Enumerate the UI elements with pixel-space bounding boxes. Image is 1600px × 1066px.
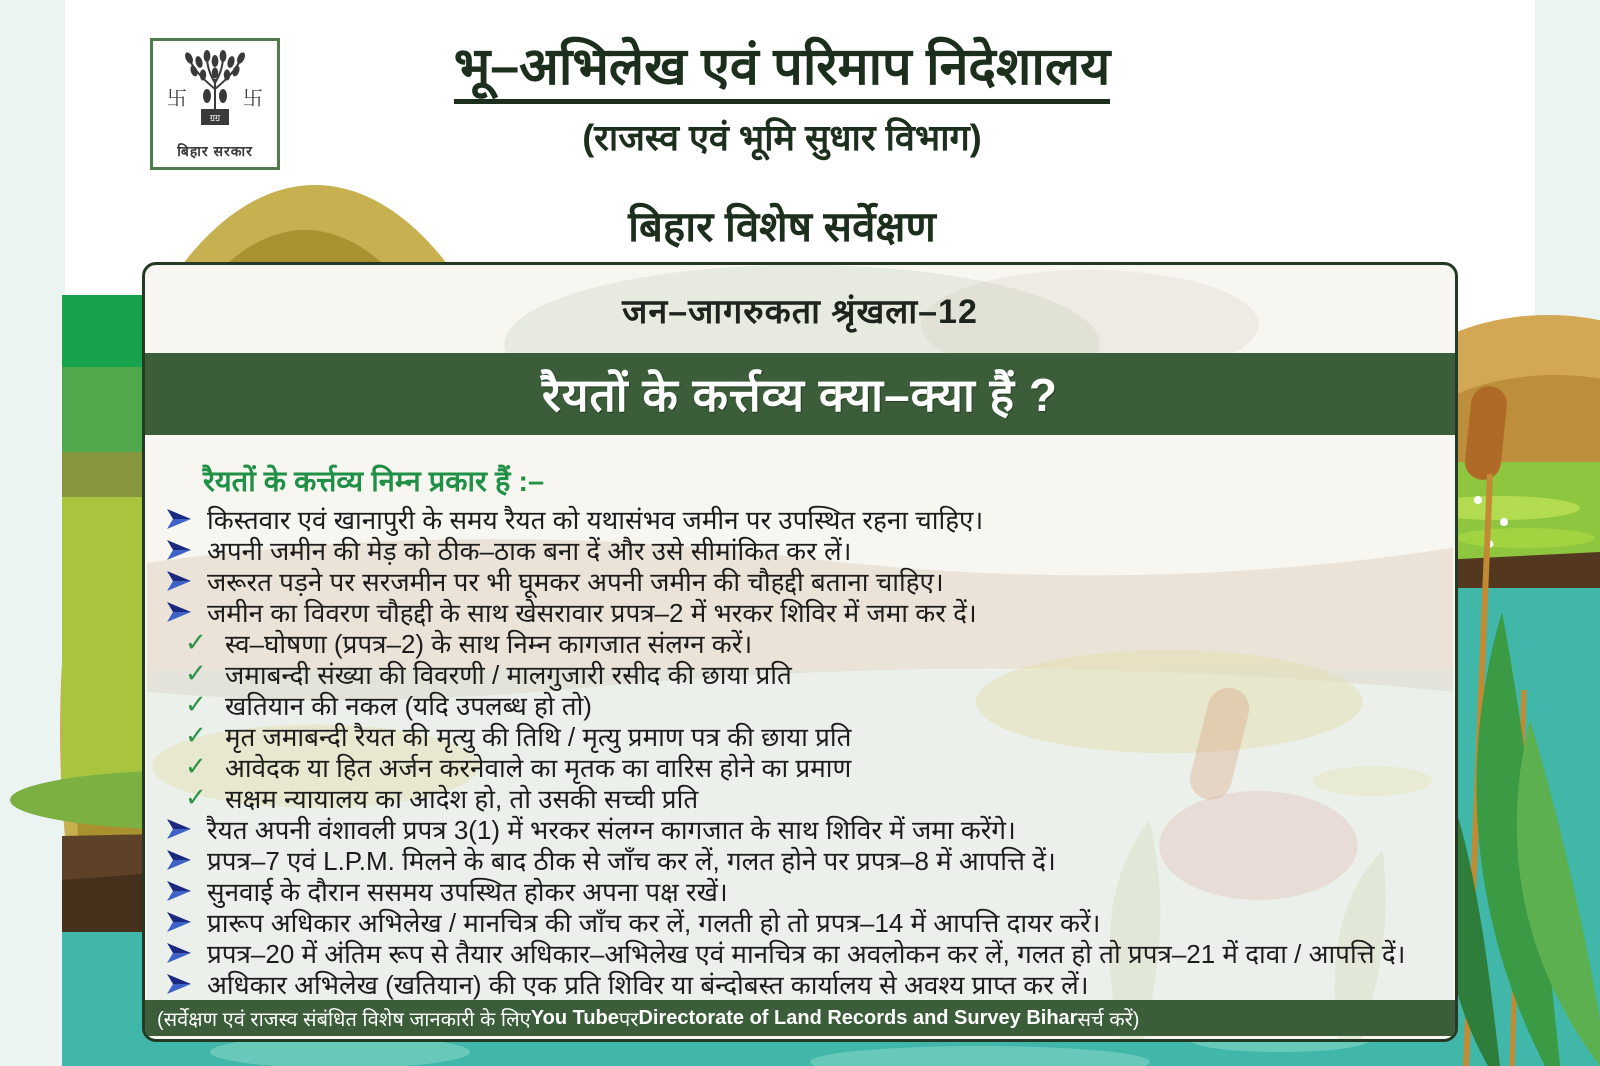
banner-title: रैयतों के कर्त्तव्य क्या–क्या हैं ? xyxy=(542,369,1058,421)
poster-header xyxy=(0,0,1600,262)
duty-text: सुनवाई के दौरान ससमय उपस्थित होकर अपना पक्ष रखें। xyxy=(207,876,728,907)
svg-text:ॻॻ: ॻॻ xyxy=(209,112,221,123)
duty-item xyxy=(165,844,1445,875)
check-bullet-icon: ✓ xyxy=(185,627,207,657)
duty-text: किस्तवार एवं खानापुरी के समय रैयत को यथासंभव जमीन पर उपस्थित रहना चाहिए। xyxy=(207,504,984,535)
duty-text: जमीन का विवरण चौहद्दी के साथ खेसरावार प्रपत्र–2 में भरकर शिविर में जमा कर दें। xyxy=(207,597,977,628)
duty-item xyxy=(165,534,1445,565)
bihar-government-logo xyxy=(150,38,280,170)
footer-prefix: (सर्वेक्षण एवं राजस्व संबंधित विशेष जानकारी के लिए xyxy=(157,1008,531,1031)
duty-item xyxy=(165,720,1445,751)
duty-text: प्रारूप अधिकार अभिलेख / मानचित्र की जाँच कर लें, गलती हो तो प्रपत्र–14 में आपत्ति दायर करें। xyxy=(207,907,1101,938)
duty-item xyxy=(165,968,1445,999)
department-subtitle: (राजस्व एवं भूमि सुधार विभाग) xyxy=(582,116,982,158)
arrow-bullet-icon xyxy=(165,912,207,932)
duty-text: अपनी जमीन की मेड़ को ठीक–ठाक बना दें और उसे सीमांकित कर लें। xyxy=(207,535,852,566)
duty-item xyxy=(165,658,1445,689)
awareness-card xyxy=(142,262,1458,1042)
logo-caption: बिहार सरकार xyxy=(177,143,253,159)
swastika-right-icon: 卐 xyxy=(243,87,263,110)
duty-text: रैयत अपनी वंशावली प्रपत्र 3(1) में भरकर संलग्न कागजात के साथ शिविर में जमा करेंगे। xyxy=(207,814,1016,845)
duties-list xyxy=(165,503,1445,999)
arrow-bullet-icon xyxy=(165,602,207,622)
survey-program-title: बिहार विशेष सर्वेक्षण xyxy=(628,202,936,250)
arrow-bullet-icon xyxy=(165,974,207,994)
arrow-bullet-icon xyxy=(165,509,207,529)
duty-text: अधिकार अभिलेख (खतियान) की एक प्रति शिविर या बंन्दोबस्त कार्यालय से अवश्य प्राप्त कर लें। xyxy=(207,969,1089,1000)
duty-item xyxy=(165,503,1445,534)
check-bullet-icon: ✓ xyxy=(185,689,207,719)
duty-text: प्रपत्र–20 में अंतिम रूप से तैयार अधिकार–अभिलेख एवं मानचित्र का अवलोकन कर लें, गलत हो तो प्रपत्र–21 में दावा / आपत्ति दें। xyxy=(207,938,1406,969)
duty-item xyxy=(165,937,1445,968)
duty-text: स्व–घोषणा (प्रपत्र–2) के साथ निम्न कागजात संलग्न करें। xyxy=(225,628,753,659)
duty-item xyxy=(165,813,1445,844)
footer-suffix: सर्च करें) xyxy=(1077,1008,1140,1031)
arrow-bullet-icon xyxy=(165,850,207,870)
duty-item xyxy=(165,751,1445,782)
arrow-bullet-icon xyxy=(165,819,207,839)
duty-text: सक्षम न्यायालय का आदेश हो, तो उसकी सच्ची प्रति xyxy=(225,783,699,814)
arrow-bullet-icon xyxy=(165,571,207,591)
youtube-info-bar xyxy=(145,1000,1455,1036)
footer-middle: पर xyxy=(618,1008,639,1031)
duty-text: जरूरत पड़ने पर सरजमीन पर भी घूमकर अपनी जमीन की चौहद्दी बताना चाहिए। xyxy=(207,566,944,597)
duty-item xyxy=(165,875,1445,906)
duty-item xyxy=(165,906,1445,937)
duty-text: प्रपत्र–7 एवं L.P.M. मिलने के बाद ठीक से जाँच कर लें, गलत होने पर प्रपत्र–8 में आपत्ति दें। xyxy=(207,845,1056,876)
arrow-bullet-icon xyxy=(165,881,207,901)
duty-text: जमाबन्दी संख्या की विवरणी / मालगुजारी रसीद की छाया प्रति xyxy=(225,659,792,690)
duty-text: आवेदक या हित अर्जन करनेवाले का मृतक का वारिस होने का प्रमाण xyxy=(225,752,852,783)
duty-text: खतियान की नकल (यदि उपलब्ध हो तो) xyxy=(225,690,592,721)
check-bullet-icon: ✓ xyxy=(185,782,207,812)
duty-item xyxy=(165,596,1445,627)
directorate-title: भू–अभिलेख एवं परिमाप निदेशालय xyxy=(454,40,1111,104)
swastika-left-icon: 卐 xyxy=(167,87,187,110)
arrow-bullet-icon xyxy=(165,943,207,963)
arrow-bullet-icon xyxy=(165,540,207,560)
duty-item xyxy=(165,627,1445,658)
footer-youtube-label: You Tube xyxy=(530,1006,619,1029)
duty-item xyxy=(165,689,1445,720)
bodhi-tree-emblem-icon xyxy=(153,41,277,142)
footer-channel-name: Directorate of Land Records and Survey Bihar xyxy=(638,1006,1078,1029)
duty-item xyxy=(165,782,1445,813)
series-label: जन–जागरुकता श्रृंखला–12 xyxy=(622,293,978,331)
question-banner xyxy=(145,353,1455,435)
duty-text: मृत जमाबन्दी रैयत की मृत्यु की तिथि / मृत्यु प्रमाण पत्र की छाया प्रति xyxy=(225,721,852,752)
check-bullet-icon: ✓ xyxy=(185,751,207,781)
duty-item xyxy=(165,565,1445,596)
check-bullet-icon: ✓ xyxy=(185,720,207,750)
check-bullet-icon: ✓ xyxy=(185,658,207,688)
duties-list-heading: रैयतों के कर्त्तव्य निम्न प्रकार हैं :– xyxy=(203,466,545,498)
